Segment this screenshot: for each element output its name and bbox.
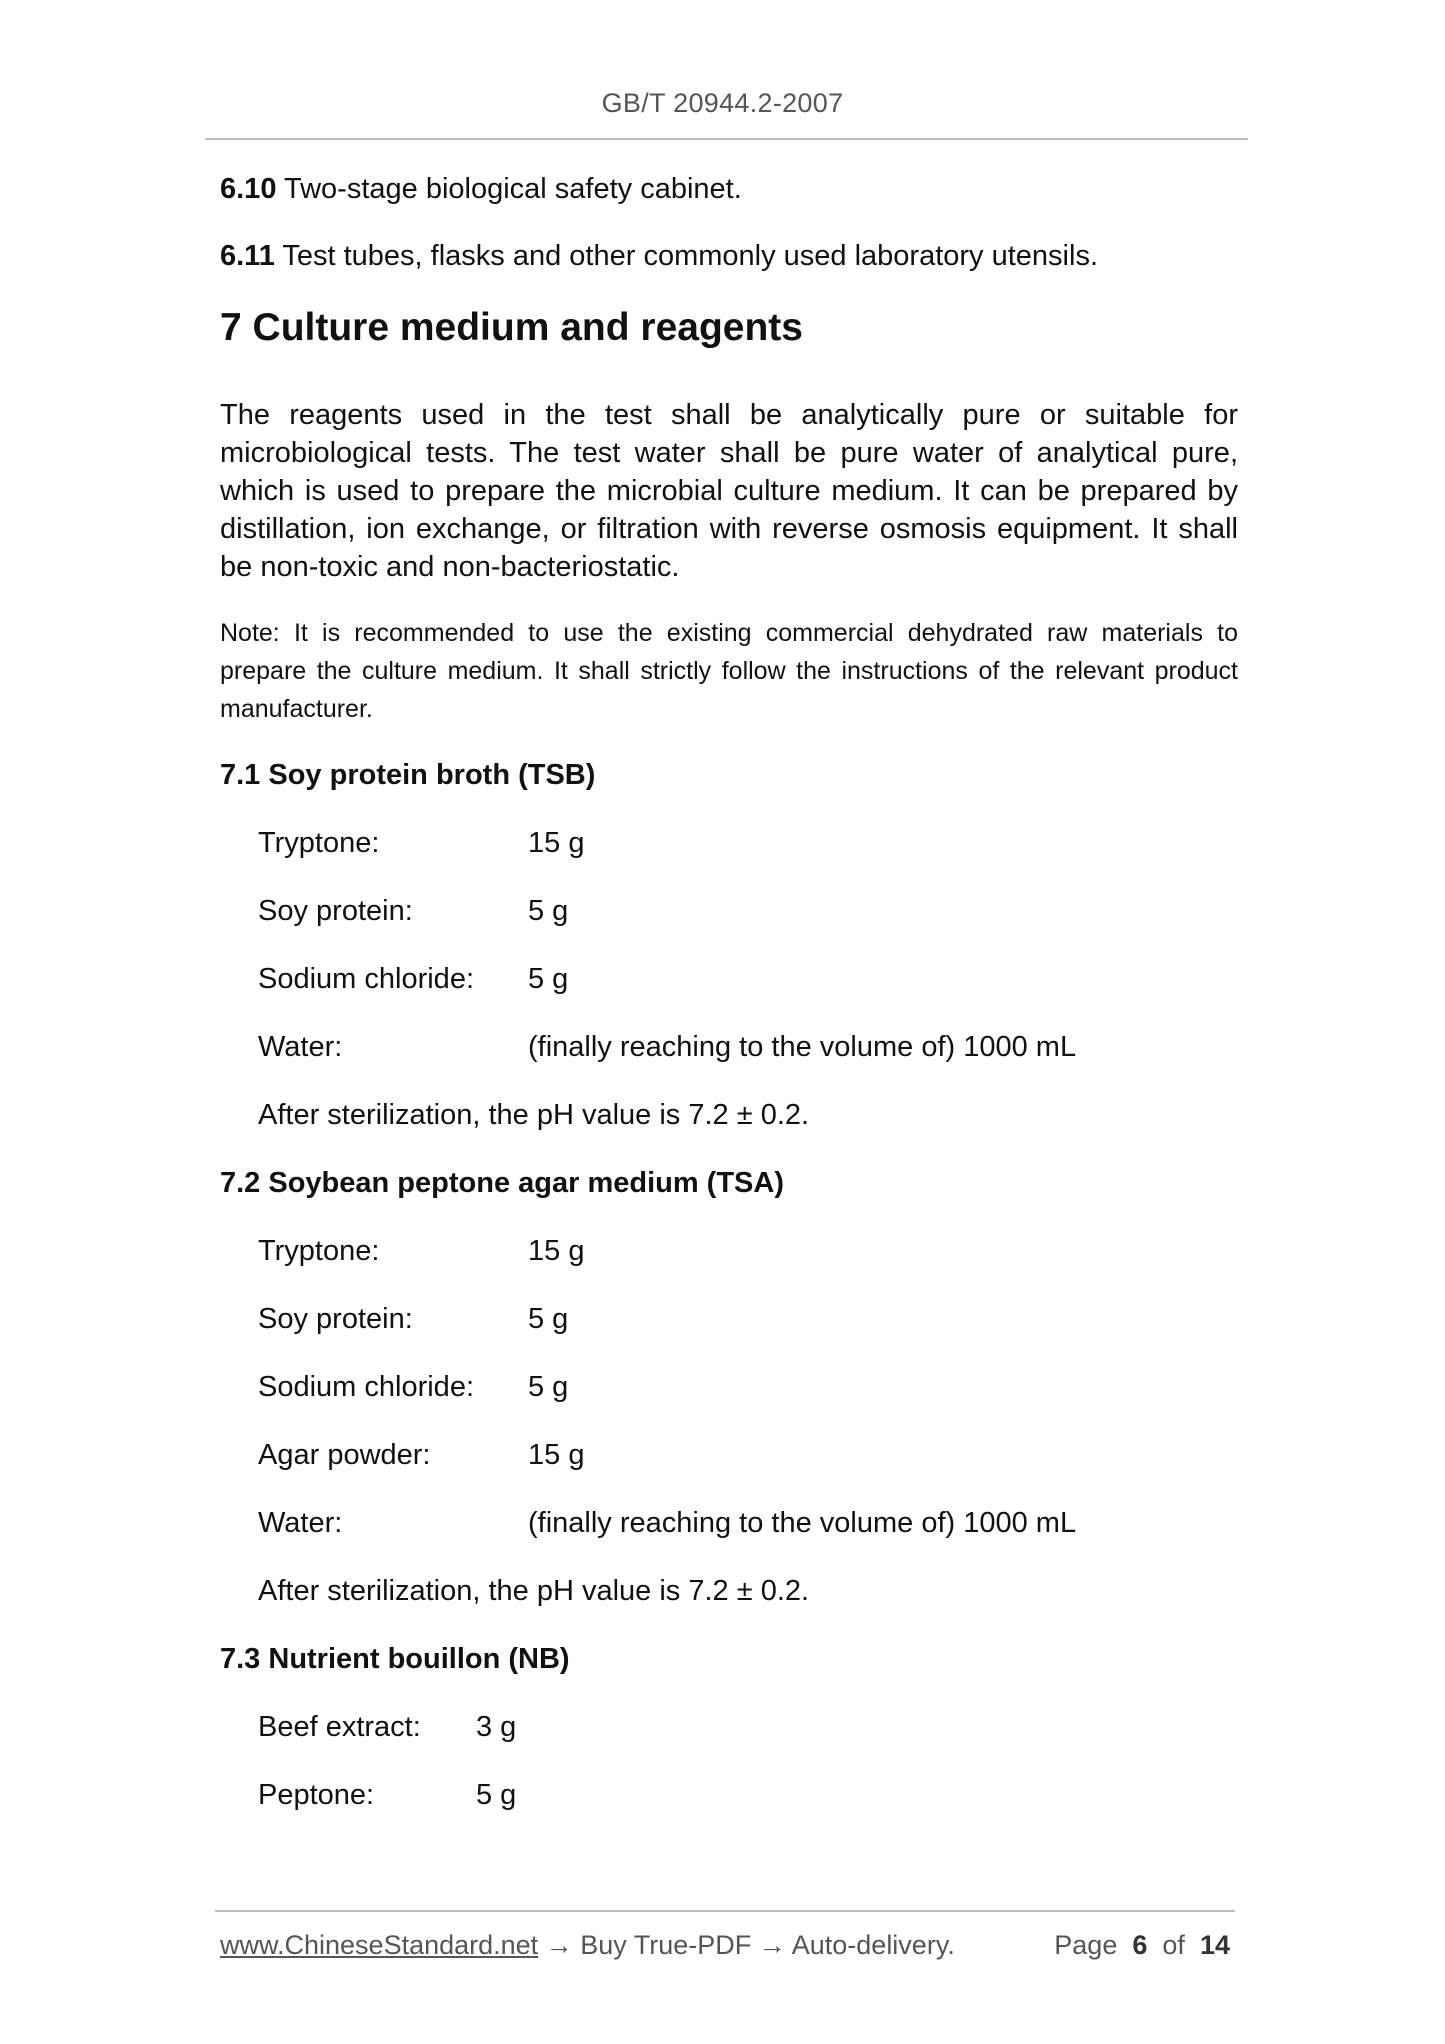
clause-number: 6.10	[220, 173, 277, 205]
ingredient-row	[258, 1300, 1238, 1338]
page-total: 14	[1199, 1930, 1230, 1960]
section-7-paragraph: The reagents used in the test shall be analytically pure or suitable for microbiological tests. The test water shall be pure water of analytical pure, which is used to prepare the microbial culture medium. It can be prepared by distillation, ion exchange, or filtration with reverse osmosis equipment. It shall be non-toxic and non-bacteriostatic.	[220, 399, 1238, 583]
of-word: of	[1162, 1930, 1185, 1960]
ingredient-label: Beef extract:	[258, 1711, 421, 1743]
ingredient-value: 5 g	[528, 895, 569, 927]
website-link[interactable]: www.ChineseStandard.net	[220, 1930, 539, 1960]
footer-tagline: → Buy True-PDF → Auto-delivery.	[538, 1930, 955, 1960]
clause-6-11	[220, 237, 1238, 275]
section-7-2-heading: 7.2 Soybean peptone agar medium (TSA)	[220, 1167, 784, 1199]
ingredient-label: Peptone:	[258, 1779, 375, 1811]
footer-divider	[215, 1910, 1235, 1912]
section-7-1-heading: 7.1 Soy protein broth (TSB)	[220, 759, 596, 791]
ingredient-label: Tryptone:	[258, 827, 380, 859]
page-word: Page	[1054, 1930, 1118, 1960]
clause-text: Test tubes, flasks and other commonly used laboratory utensils.	[274, 240, 1099, 272]
clause-6-10	[220, 170, 1238, 208]
ingredient-label: Sodium chloride:	[258, 963, 474, 995]
ingredient-row	[258, 824, 1238, 862]
ingredient-label: Tryptone:	[258, 1235, 380, 1267]
ingredient-row	[258, 1504, 1238, 1542]
ingredient-label: Soy protein:	[258, 1303, 413, 1335]
clause-number: 6.11	[220, 240, 275, 272]
page-indicator	[1054, 1930, 1230, 1961]
section-7-note: Note: It is recommended to use the existing commercial dehydrated raw materials to prepare the culture medium. It shall strictly follow the instructions of the relevant product manufacturer.	[220, 619, 1238, 723]
ingredient-value: 5 g	[528, 1303, 569, 1335]
ingredient-value: 15 g	[528, 1235, 585, 1267]
ingredient-value: 3 g	[476, 1711, 517, 1743]
ingredient-value: 5 g	[476, 1779, 517, 1811]
header-divider	[205, 138, 1248, 140]
ingredient-value: (finally reaching to the volume of) 1000 mL	[528, 1507, 1077, 1539]
ingredient-row	[258, 1232, 1238, 1270]
ingredient-row	[258, 1436, 1238, 1474]
page-header: GB/T 20944.2-2007	[601, 88, 844, 118]
ingredient-row	[258, 1368, 1238, 1406]
ingredient-row	[258, 1708, 1238, 1746]
ingredient-label: Water:	[258, 1507, 343, 1539]
ingredient-row	[258, 892, 1238, 930]
ingredient-value: 15 g	[528, 827, 585, 859]
ingredient-row	[258, 960, 1238, 998]
ingredient-row	[258, 1028, 1238, 1066]
ingredient-value: 15 g	[528, 1439, 585, 1471]
page-footer	[220, 1930, 1230, 1961]
section-7-heading: 7 Culture medium and reagents	[220, 306, 803, 349]
page-number: 6	[1132, 1930, 1148, 1960]
ph-statement: After sterilization, the pH value is 7.2 ± 0.2.	[258, 1099, 810, 1131]
ingredient-value: (finally reaching to the volume of) 1000 mL	[528, 1031, 1077, 1063]
clause-text: Two-stage biological safety cabinet.	[276, 173, 742, 205]
ingredient-label: Agar powder:	[258, 1439, 431, 1471]
ph-statement: After sterilization, the pH value is 7.2 ± 0.2.	[258, 1575, 810, 1607]
ingredient-value: 5 g	[528, 1371, 569, 1403]
section-7-3-heading: 7.3 Nutrient bouillon (NB)	[220, 1643, 570, 1675]
ingredient-row	[258, 1776, 1238, 1814]
footer-left	[220, 1930, 955, 1961]
ingredient-value: 5 g	[528, 963, 569, 995]
ingredient-label: Sodium chloride:	[258, 1371, 474, 1403]
page-body	[220, 170, 1238, 1844]
ingredient-label: Water:	[258, 1031, 343, 1063]
ingredient-label: Soy protein:	[258, 895, 413, 927]
